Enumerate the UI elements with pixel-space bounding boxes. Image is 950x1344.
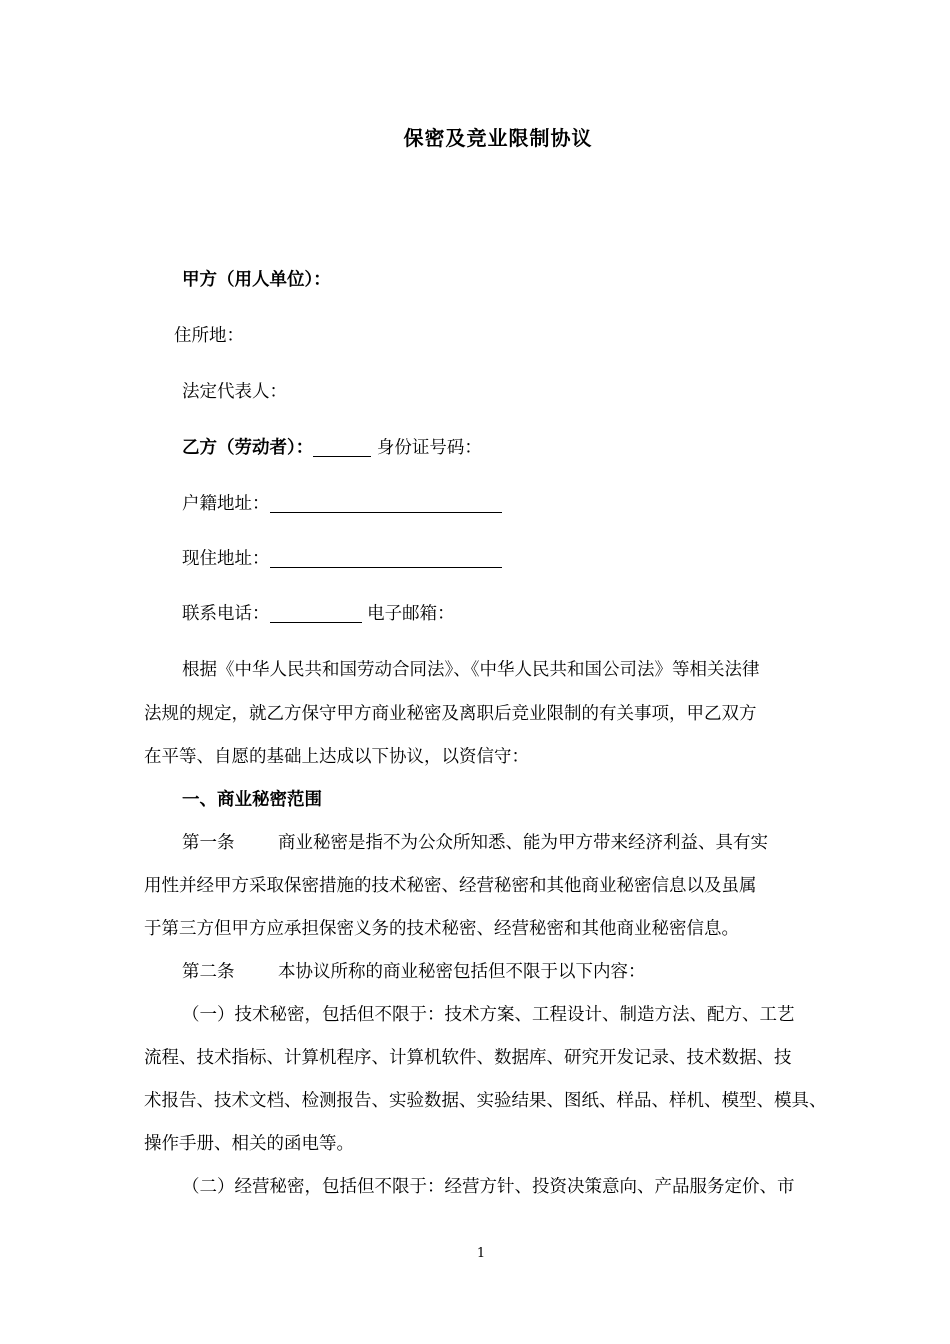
item-1-line: 流程、技术指标、计算机程序、计算机软件、数据库、研究开发记录、技术数据、技 [144,1048,792,1068]
article-2-text: 本协议所称的商业秘密包括但不限于以下内容： [278,962,646,982]
article-1-line: 商业秘密是指不为公众所知悉、能为甲方带来经济利益、具有实 [278,833,768,853]
party-b-line [182,436,482,460]
email-label: 电子邮箱： [367,604,455,624]
preamble-line: 根据《中华人民共和国劳动合同法》、《中华人民共和国公司法》等相关法律 [182,660,760,680]
page-number: 1 [476,1246,486,1261]
party-a-label: 甲方（用人单位）： [182,270,331,290]
party-a-address-label: 住所地： [174,326,244,346]
party-a-legal-rep-label: 法定代表人： [182,382,287,402]
contact-line [182,602,455,626]
item-1-line: 术报告、技术文档、检测报告、实验数据、实验结果、图纸、样品、样机、模型、模具、 [144,1091,827,1111]
article-1-line: 用性并经甲方采取保密措施的技术秘密、经营秘密和其他商业秘密信息以及虽属 [144,876,757,896]
item-2-line: （二）经营秘密，包括但不限于：经营方针、投资决策意向、产品服务定价、市 [182,1177,795,1197]
phone-blank [270,604,362,623]
article-1-label: 第一条 [182,833,235,853]
party-b-id-label: 身份证号码： [376,438,482,458]
phone-label: 联系电话： [182,604,270,624]
household-address-blank [270,494,502,513]
preamble-line: 法规的规定，就乙方保守甲方商业秘密及离职后竞业限制的有关事项，甲乙双方 [144,704,757,724]
item-1-line: 操作手册、相关的函电等。 [144,1134,354,1154]
current-address-line [182,547,502,571]
party-b-name-blank [313,438,371,457]
household-address-line [182,492,502,516]
party-b-label: 乙方（劳动者）： [182,438,314,458]
item-1-line: （一）技术秘密，包括但不限于：技术方案、工程设计、制造方法、配方、工艺 [182,1005,795,1025]
current-address-label: 现住地址： [182,549,270,569]
preamble-line: 在平等、自愿的基础上达成以下协议，以资信守： [144,747,529,767]
current-address-blank [270,549,502,568]
article-1-line: 于第三方但甲方应承担保密义务的技术秘密、经营秘密和其他商业秘密信息。 [144,919,739,939]
section-heading: 一、商业秘密范围 [182,790,322,810]
household-address-label: 户籍地址： [182,494,270,514]
article-2-label: 第二条 [182,962,235,982]
document-title: 保密及竞业限制协议 [403,126,593,150]
